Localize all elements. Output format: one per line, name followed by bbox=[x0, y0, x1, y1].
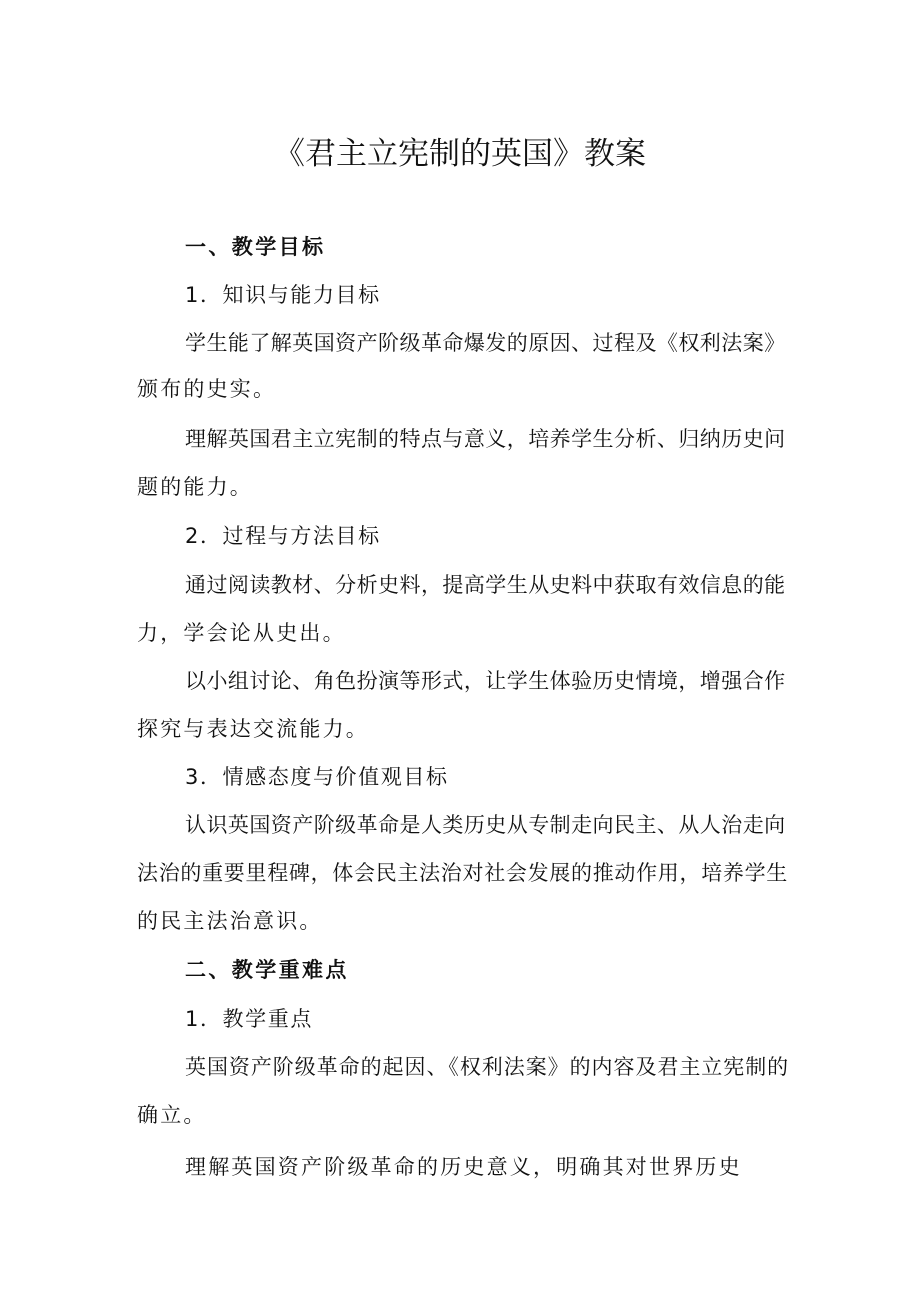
subheading-emotion-values: 3．情感态度与价值观目标 bbox=[185, 765, 449, 789]
paragraph-line: 学生能了解英国资产阶级革命爆发的原因、过程及《权利法案》 bbox=[185, 331, 786, 355]
subheading-teaching-focus: 1．教学重点 bbox=[185, 1007, 313, 1031]
document-title: 《君主立宪制的英国》教案 bbox=[274, 136, 646, 172]
section-heading-teaching-goals: 一、教学目标 bbox=[185, 235, 326, 259]
paragraph-line: 通过阅读教材、分析史料，提高学生从史料中获取有效信息的能 bbox=[185, 573, 786, 597]
paragraph-line: 以小组讨论、角色扮演等形式，让学生体验历史情境，增强合作 bbox=[185, 669, 786, 693]
paragraph-line: 理解英国君主立宪制的特点与意义，培养学生分析、归纳历史问 bbox=[185, 427, 786, 451]
paragraph-line: 法治的重要里程碑，体会民主法治对社会发展的推动作用，培养学生 bbox=[137, 861, 788, 885]
subheading-knowledge-ability: 1．知识与能力目标 bbox=[185, 283, 381, 307]
subheading-process-method: 2．过程与方法目标 bbox=[185, 524, 381, 548]
paragraph-line: 认识英国资产阶级革命是人类历史从专制走向民主、从人治走向 bbox=[185, 813, 786, 837]
paragraph-line: 颁布的史实。 bbox=[137, 377, 277, 401]
section-heading-key-points: 二、教学重难点 bbox=[185, 958, 349, 982]
paragraph-line: 探究与表达交流能力。 bbox=[137, 717, 369, 741]
paragraph-line: 理解英国资产阶级革命的历史意义，明确其对世界历史 bbox=[185, 1155, 742, 1179]
paragraph-line: 英国资产阶级革命的起因、《权利法案》的内容及君主立宪制的 bbox=[185, 1055, 790, 1079]
paragraph-line: 力，学会论从史出。 bbox=[137, 621, 346, 645]
paragraph-line: 的民主法治意识。 bbox=[137, 909, 323, 933]
paragraph-line: 题的能力。 bbox=[137, 475, 253, 499]
paragraph-line: 确立。 bbox=[137, 1103, 207, 1127]
